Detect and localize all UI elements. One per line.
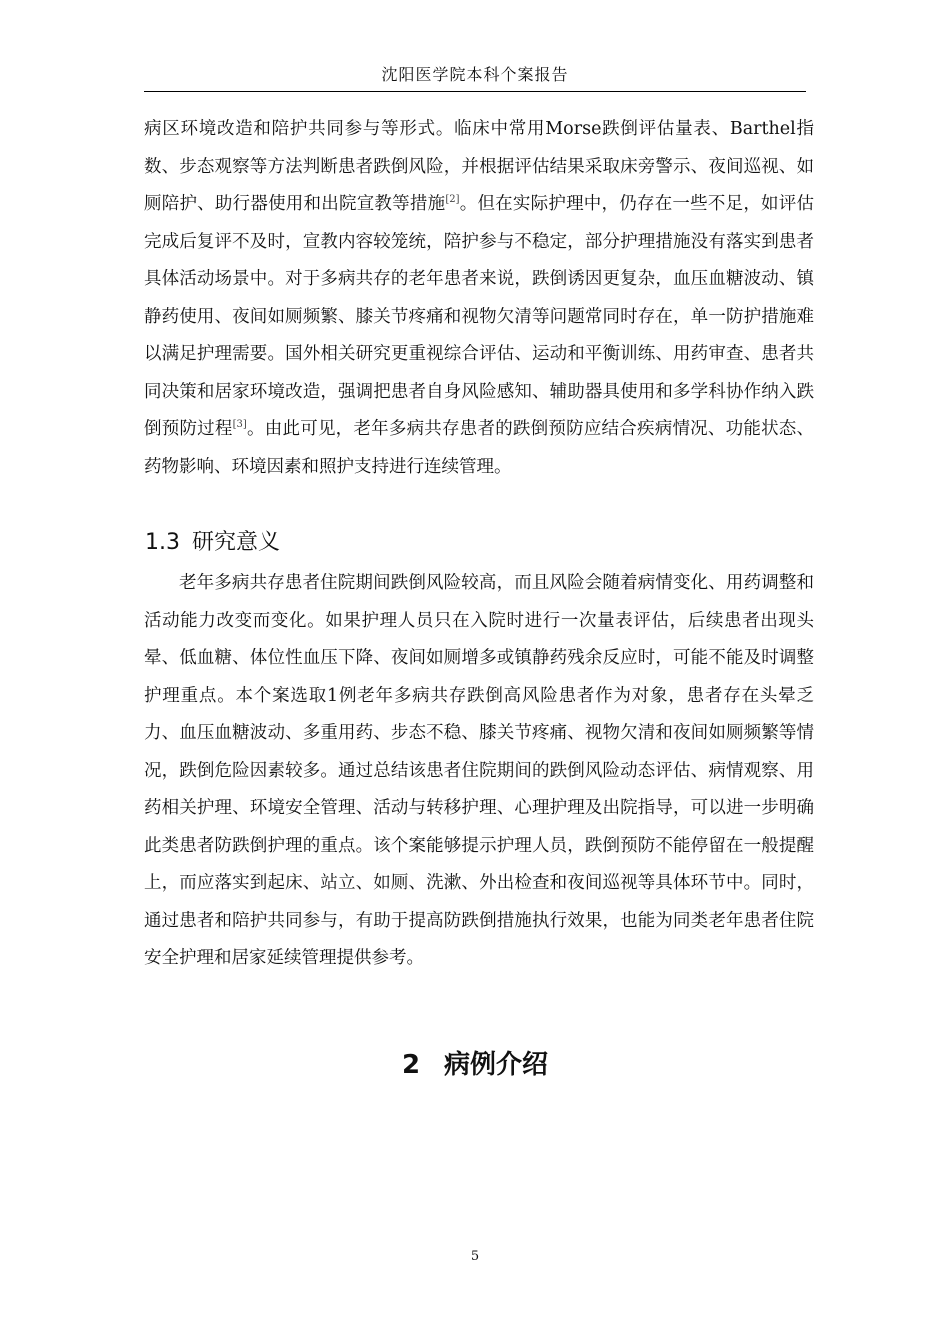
page-number: 5 — [470, 1249, 480, 1264]
paragraph-text: 。但在实际护理中，仍存在一些不足，如评估完成后复评不及时，宣教内容较笼统，陪护参与不稳定，部分护理措施没有落实到患者具体活动场景中。对于多病共存的老年患者来说，跌倒诱因更复杂，血压血糖波动、镇静药使用、夜间如厕频繁、膝关节疼痛和视物欠清等问题常同时存在，单一防护措施难以满足护理需要。国外相关研究更重视综合评估、运动和平衡训练、用药审查、患者共同决策和居家环境改造，强调把患者自身风险感知、辅助器具使用和多学科协作纳入跌倒预防过程 — [144, 194, 815, 439]
citation-2: [2] — [445, 194, 460, 205]
section-heading-1-3 — [145, 527, 280, 559]
running-header: 沈阳医学院本科个案报告 — [381, 65, 569, 84]
section-title: 研究意义 — [192, 530, 281, 555]
section-number: 1.3 — [145, 530, 180, 555]
header-divider — [144, 91, 806, 92]
chapter-number: 2 — [401, 1050, 421, 1080]
body-paragraph-significance: 老年多病共存患者住院期间跌倒风险较高，而且风险会随着病情变化、用药调整和活动能力改变而变化。如果护理人员只在入院时进行一次量表评估，后续患者出现头晕、低血糖、体位性血压下降、夜间如厕增多或镇静药残余反应时，可能不能及时调整护理重点。本个案选取1例老年多病共存跌倒高风险患者作为对象，患者存在头晕乏力、血压血糖波动、多重用药、步态不稳、膝关节疼痛、视物欠清和夜间如厕频繁等情况，跌倒危险因素较多。通过总结该患者住院期间的跌倒风险动态评估、病情观察、用药相关护理、环境安全管理、活动与转移护理、心理护理及出院指导，可以进一步明确此类患者防跌倒护理的重点。该个案能够提示护理人员，跌倒预防不能停留在一般提醒上，而应落实到起床、站立、如厕、洗漱、外出检查和夜间巡视等具体环节中。同时，通过患者和陪护共同参与，有助于提高防跌倒措施执行效果，也能为同类老年患者住院安全护理和居家延续管理提供参考。 — [144, 573, 814, 968]
citation-3: [3] — [232, 419, 247, 430]
chapter-heading-2 — [0, 1045, 950, 1085]
body-paragraph-continued — [144, 111, 814, 486]
paragraph-text: 病区环境改造和陪护共同参与等形式。临床中常用Morse跌倒评估量表、Barthel指数、步态观察等方法判断患者跌倒风险，并根据评估结果采取床旁警示、夜间巡视、如厕陪护、助行器使用和出院宣教等措施 — [144, 119, 814, 214]
paragraph-text: 。由此可见，老年多病共存患者的跌倒预防应结合疾病情况、功能状态、药物影响、环境因素和照护支持进行连续管理。 — [144, 419, 815, 477]
chapter-title: 病例介绍 — [444, 1050, 549, 1080]
